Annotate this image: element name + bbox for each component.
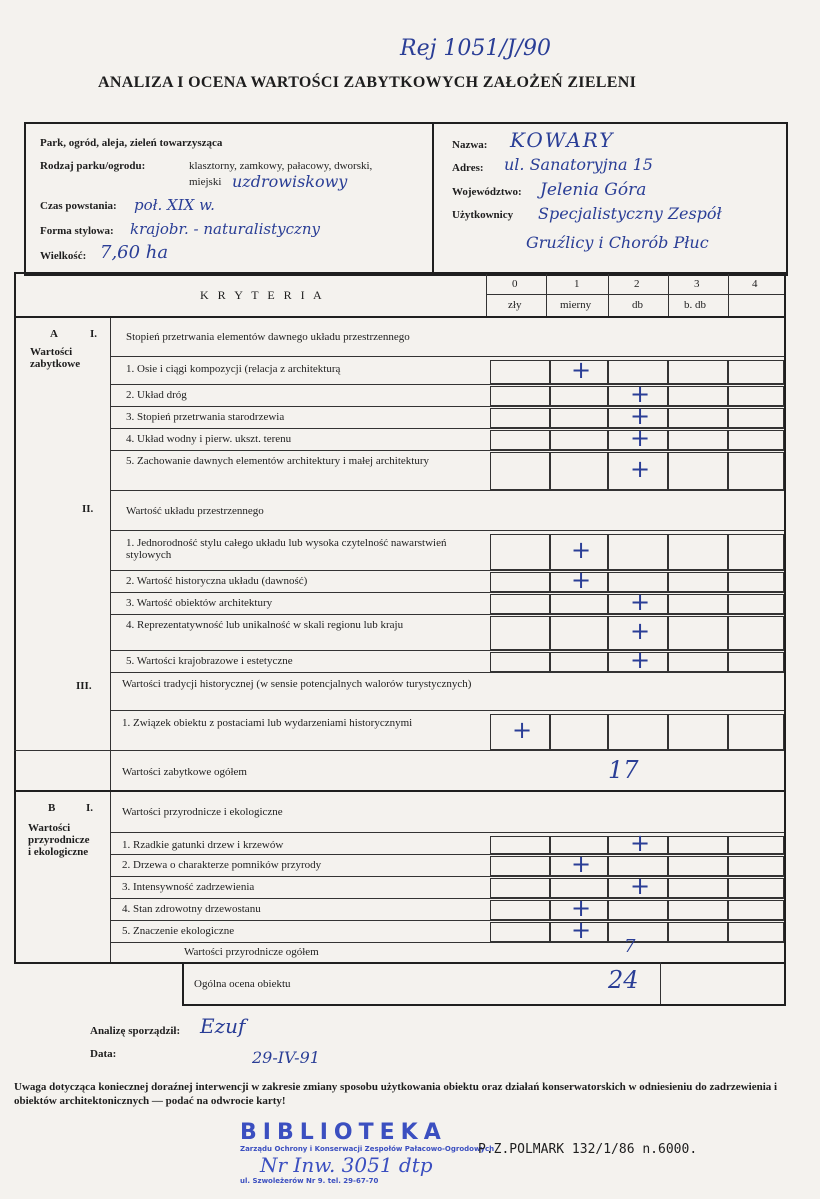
analyst-signature: Ezuf [200,1014,246,1038]
czas-label: Czas powstania: [40,200,117,212]
row-divider [110,406,784,407]
rodzaj-options: klasztorny, zamkowy, pałacowy, dworski, [189,160,373,172]
score-cell[interactable] [668,900,728,920]
b-total-label: Wartości przyrodnicze ogółem [184,946,319,958]
criterion-label: 1. Rzadkie gatunki drzew i krzewów [122,839,284,851]
section-a-letter: A [50,328,58,340]
wojewodztwo-label: Województwo: [452,186,522,198]
a-total-label: Wartości zabytkowe ogółem [122,766,247,778]
score-cell[interactable] [668,386,728,406]
row-divider [110,450,784,451]
wojewodztwo-value: Jelenia Góra [540,180,647,200]
score-mark: + [571,894,592,922]
analyst-label: Analizę sporządził: [90,1025,181,1037]
row-divider [110,854,784,855]
row-divider [110,570,784,571]
criterion-label: 2. Wartość historyczna układu (dawność) [126,575,308,587]
col-4: 4 [752,278,758,290]
col-label-2: db [632,299,643,311]
row-divider [110,672,784,673]
a-total-value: 17 [608,756,639,784]
score-cell[interactable] [550,714,608,750]
date-value: 29-IV-91 [252,1048,320,1067]
score-cell[interactable] [490,572,550,592]
score-cell[interactable] [490,534,550,570]
form-title: ANALIZA I OCENA WARTOŚCI ZABYTKOWYCH ZAŁOŻEŃ ZIELENI [98,74,637,91]
stamp-inventory: Nr Inw. 3051 dtp [260,1153,433,1177]
b-i-title: Wartości przyrodnicze i ekologiczne [122,806,283,818]
kryteria-header: K R Y T E R I A [200,288,325,302]
score-cell[interactable] [490,836,550,854]
score-cell[interactable] [668,594,728,614]
nazwa-value: KOWARY [510,128,615,152]
criterion-label: 5. Zachowanie dawnych elementów architektury i małej architektury [126,455,429,467]
score-mark: + [571,536,592,564]
criterion-label: 4. Stan zdrowotny drzewostanu [122,903,261,915]
a-iii-title: Wartości tradycji historycznej (w sensie potencjalnych walorów turystycznych) [122,678,472,690]
score-cell[interactable] [550,386,608,406]
score-mark: + [630,646,651,674]
rodzaj-label: Rodzaj parku/ogrodu: [40,160,146,172]
score-cell[interactable] [550,430,608,450]
a-i-title: Stopień przetrwania elementów dawnego układu przestrzennego [126,331,410,343]
score-cell[interactable] [490,878,550,898]
overall-label: Ogólna ocena obiektu [194,978,291,990]
wielkosc-label: Wielkość: [40,250,87,262]
score-cell[interactable] [668,922,728,942]
col-label-3: b. db [684,299,706,311]
header-divider [432,124,434,272]
criterion-label: 1. Osie i ciągi kompozycji (relacja z architekturą [126,363,341,375]
score-cell[interactable] [490,386,550,406]
score-cell[interactable] [550,452,608,490]
score-cell[interactable] [668,360,728,384]
b-total-value: 7 [624,936,636,957]
score-mark: + [571,356,592,384]
score-cell[interactable] [668,836,728,854]
score-cell[interactable] [728,360,784,384]
row-divider [110,898,784,899]
score-cell[interactable] [728,430,784,450]
criterion-label: 2. Drzewa o charakterze pomników przyrody [122,859,322,871]
score-cell[interactable] [490,616,550,650]
criterion-label: 5. Znaczenie ekologiczne [122,925,235,937]
score-mark: + [571,566,592,594]
library-stamp [240,1120,495,1196]
a-ii-title: Wartość układu przestrzennego [126,505,264,517]
score-cell[interactable] [728,900,784,920]
score-cell[interactable] [490,652,550,672]
score-cell[interactable] [490,594,550,614]
score-cell[interactable] [728,572,784,592]
criterion-label: 4. Układ wodny i pierw. ukszt. terenu [126,433,292,445]
row-divider [110,614,784,615]
criterion-label: 3. Intensywność zadrzewienia [122,881,255,893]
col-label-1: mierny [560,299,592,311]
score-cell[interactable] [668,616,728,650]
row-divider [110,592,784,593]
score-cell[interactable] [728,594,784,614]
score-mark: + [571,916,592,944]
row-divider [110,650,784,651]
score-cell[interactable] [668,652,728,672]
score-mark: + [571,850,592,878]
criterion-label: 3. Stopień przetrwania starodrzewia [126,411,285,423]
row-divider [110,428,784,429]
score-cell[interactable] [668,534,728,570]
score-mark: + [512,716,533,744]
score-cell[interactable] [668,878,728,898]
score-mark: + [630,455,651,483]
czas-value: poł. XIX w. [134,196,215,214]
score-cell[interactable] [490,430,550,450]
col-0: 0 [512,278,518,290]
score-cell[interactable] [668,856,728,876]
score-cell[interactable] [728,386,784,406]
rodzaj-options-2: miejski [189,176,222,188]
score-cell[interactable] [490,360,550,384]
score-mark: + [630,617,651,645]
col-1: 1 [574,278,580,290]
forma-value: krajobr. - naturalistyczny [130,220,321,238]
uzytkownicy-value-2: Gruźlicy i Chorób Płuc [526,233,709,252]
score-mark: + [630,424,651,452]
section-a-ii-roman: II. [82,503,94,515]
section-a-roman: I. [90,328,98,340]
score-cell[interactable] [550,408,608,428]
score-cell[interactable] [490,900,550,920]
adres-value: ul. Sanatoryjna 15 [504,155,653,174]
wielkosc-value: 7,60 ha [100,242,169,263]
score-cell[interactable] [728,878,784,898]
row-divider [110,490,784,491]
score-cell[interactable] [550,594,608,614]
score-cell[interactable] [490,408,550,428]
score-mark: + [630,829,651,857]
section-b-letter: B [48,802,56,814]
section-a-iii-roman: III. [76,680,92,692]
score-cell[interactable] [490,922,550,942]
score-cell[interactable] [668,452,728,490]
stamp-subtitle: Zarządu Ochrony i Konserwacji Zespołów Pałacowo-Ogrodowych [240,1145,495,1153]
criterion-label: 1. Jednorodność stylu całego układu lub wysoka czytelność nawarstwień stylowych [126,537,447,561]
score-cell[interactable] [668,408,728,428]
score-cell[interactable] [608,714,668,750]
stamp-title: BIBLIOTEKA [240,1120,447,1145]
score-mark: + [630,872,651,900]
criterion-label: 1. Związek obiektu z postaciami lub wydarzeniami historycznymi [122,717,413,729]
score-cell[interactable] [608,534,668,570]
score-cell[interactable] [668,430,728,450]
score-cell[interactable] [728,408,784,428]
row-divider [110,920,784,921]
score-cell[interactable] [490,452,550,490]
criterion-label: 5. Wartości krajobrazowe i estetyczne [126,655,293,667]
score-mark: + [630,588,651,616]
adres-label: Adres: [452,162,484,174]
score-cell[interactable] [608,922,668,942]
uzytkownicy-value: Specjalistyczny Zespół [538,204,722,223]
col-2: 2 [634,278,640,290]
score-cell[interactable] [728,836,784,854]
score-cell[interactable] [550,616,608,650]
score-cell[interactable] [608,900,668,920]
col-3: 3 [694,278,700,290]
score-mark: + [630,380,651,408]
overall-value: 24 [608,966,639,994]
criterion-label: 2. Układ dróg [126,389,187,401]
stamp-address: ul. Szwoleżerów Nr 9. tel. 29-67-70 [240,1177,379,1185]
score-mark: + [630,402,651,430]
uzytkownicy-label: Użytkownicy [452,209,514,221]
forma-label: Forma stylowa: [40,225,114,237]
col-label-0: zły [508,299,522,311]
row-divider [110,942,784,943]
criterion-label: 4. Reprezentatywność lub unikalność w skali regionu lub kraju [126,619,404,631]
section-b-roman: I. [86,802,94,814]
score-cell[interactable] [550,652,608,672]
printer-imprint: P.Z.POLMARK 132/1/86 n.6000. [478,1142,698,1157]
row-divider [110,384,784,385]
score-cell[interactable] [728,652,784,672]
score-cell[interactable] [728,856,784,876]
score-cell[interactable] [728,616,784,650]
date-label: Data: [90,1048,117,1060]
score-cell[interactable] [668,714,728,750]
intervention-note: Uwaga dotycząca koniecznej doraźnej interwencji w zakresie zmiany sposobu użytkowania obiektu oraz działań konserwatorskich w odniesieniu do zadrzewienia i obiektów architektonicznych — podać na odwrocie karty! [14,1081,778,1107]
score-cell[interactable] [728,922,784,942]
score-cell[interactable] [728,714,784,750]
score-cell[interactable] [728,452,784,490]
row-divider [110,876,784,877]
criterion-label: 3. Wartość obiektów architektury [126,597,273,609]
section-a-label: Wartości zabytkowe [30,346,81,370]
score-cell[interactable] [728,534,784,570]
score-cell[interactable] [490,856,550,876]
score-cell[interactable] [668,572,728,592]
section-b-label: Wartości przyrodnicze i ekologiczne [28,822,90,858]
rodzaj-value: uzdrowiskowy [232,172,348,191]
nazwa-label: Nazwa: [452,139,488,151]
park-label: Park, ogród, aleja, zieleń towarzysząca [40,137,223,149]
reference-number: Rej 1051/J/90 [400,36,552,61]
